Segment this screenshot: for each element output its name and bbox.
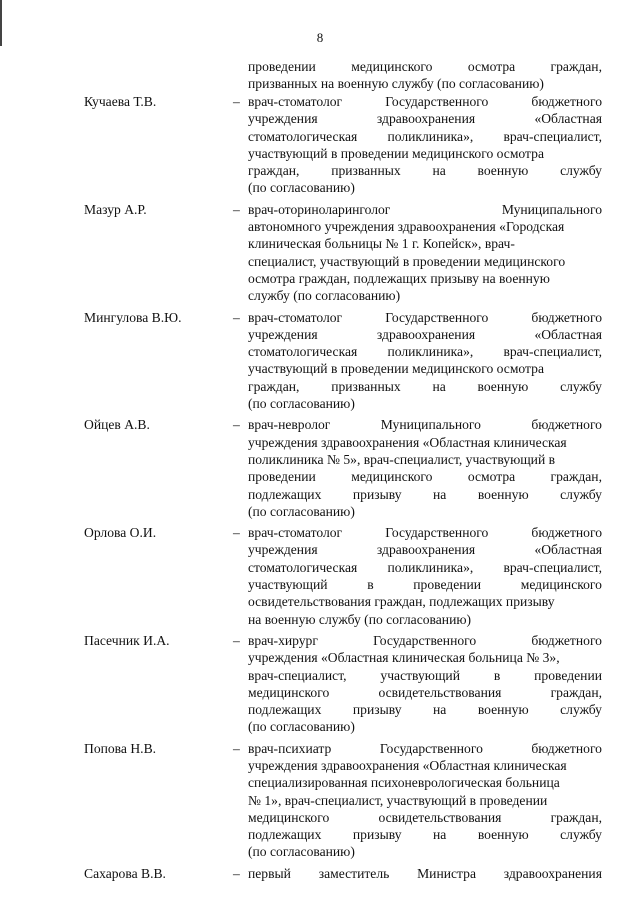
word: службу [560, 486, 602, 502]
entry-dash: – [233, 309, 240, 325]
word: проведении [248, 59, 316, 74]
word: стоматологическая [248, 344, 358, 360]
word: здравоохранения [376, 326, 476, 342]
word: службу [560, 163, 602, 179]
word: учреждения [248, 542, 318, 558]
word: Государственного [373, 632, 477, 648]
description-line: освидетельствования граждан, подлежащих призыву [248, 594, 555, 610]
description-line: участвующий в проведении медицинского осмотра [248, 145, 544, 161]
word: здравоохранения [376, 542, 476, 558]
description-line [248, 541, 602, 558]
word: граждан, [550, 59, 602, 74]
description-line [248, 416, 602, 433]
word: подлежащих [248, 702, 322, 718]
description-line [248, 701, 602, 718]
description-line [248, 524, 602, 541]
word: на [432, 378, 446, 394]
word: медицинского [248, 809, 330, 825]
member-name: Сахарова В.В. [84, 865, 166, 881]
word: службу [560, 827, 602, 843]
member-name: Кучаева Т.В. [84, 94, 157, 109]
word: граждан, [248, 378, 300, 394]
description-line: службу (по согласованию) [248, 288, 401, 304]
description-line: специализированная психоневрологическая больница [248, 775, 560, 791]
entry-dash: – [233, 201, 240, 217]
description-line: клиническая больницы № 1 г. Копейск», врач- [248, 236, 515, 252]
word: «Областная [534, 542, 602, 558]
description-line [248, 378, 602, 395]
entry-dash: – [233, 740, 240, 756]
word: медицинского [351, 469, 433, 485]
continuation-text [248, 58, 602, 93]
word: на [432, 163, 446, 179]
member-description [248, 740, 602, 861]
word: участвующий [248, 577, 328, 593]
word: здравоохранения [376, 111, 476, 127]
description-line [248, 576, 602, 593]
member-description [248, 865, 602, 882]
word: освидетельствования [378, 809, 502, 825]
description-line [248, 486, 602, 503]
member-name: Попова Н.В. [84, 740, 157, 756]
word: призванных [331, 378, 401, 394]
word: на [433, 486, 447, 502]
word: поликлиника», [387, 559, 474, 575]
word: медицинского [351, 59, 433, 74]
member-entry [0, 632, 640, 736]
word: на [433, 702, 447, 718]
description-line [248, 865, 602, 882]
member-name: Ойцев А.В. [84, 417, 150, 433]
description-line [248, 684, 602, 701]
description-line: осмотра граждан, подлежащих призыву на военную [248, 270, 550, 286]
description-line: автономного учреждения здравоохранения «Городская [248, 219, 565, 235]
word: на [433, 827, 447, 843]
word: проведении [248, 469, 316, 485]
member-description [248, 309, 602, 413]
word: Государственного [385, 309, 489, 325]
word: военную [477, 163, 529, 179]
continuation-line: призванных на военную службу (по согласованию) [248, 76, 544, 92]
member-entry [0, 416, 640, 520]
word: врач-невролог [248, 417, 331, 433]
word: осмотра [467, 469, 516, 485]
entry-dash: – [233, 94, 240, 109]
description-line [248, 826, 602, 843]
word: здравоохранения [503, 865, 602, 881]
word: подлежащих [248, 827, 322, 843]
member-entry [0, 740, 640, 861]
description-line: (по согласованию) [248, 503, 355, 519]
description-line: учреждения здравоохранения «Областная клиническая [248, 434, 567, 450]
member-entry [0, 309, 640, 413]
description-line: учреждения здравоохранения «Областная клиническая [248, 757, 567, 773]
word: граждан, [550, 684, 602, 700]
word: поликлиника», [387, 344, 474, 360]
member-entry [0, 865, 640, 882]
word: проведении [534, 667, 602, 683]
word: врач-специалист, [503, 128, 602, 144]
word: бюджетного [531, 525, 602, 541]
word: Государственного [385, 94, 489, 109]
entry-dash: – [233, 632, 240, 648]
word: бюджетного [531, 309, 602, 325]
description-line [248, 343, 602, 360]
description-line: (по согласованию) [248, 180, 355, 196]
member-entry [0, 201, 640, 305]
member-description [248, 416, 602, 520]
word: медицинского [520, 577, 602, 593]
word: призыву [352, 827, 402, 843]
word: призванных [331, 163, 401, 179]
word: поликлиника», [387, 128, 474, 144]
word: стоматологическая [248, 559, 358, 575]
word: врач-специалист, [503, 344, 602, 360]
word: граждан, [550, 469, 602, 485]
word: врач-психиатр [248, 740, 332, 756]
member-name: Мингулова В.Ю. [84, 309, 182, 325]
description-line [248, 110, 602, 127]
description-line [248, 309, 602, 326]
entry-dash: – [233, 865, 240, 881]
word: Государственного [379, 740, 483, 756]
description-line: поликлиника № 5», врач-специалист, участвующий в [248, 451, 556, 467]
word: бюджетного [531, 740, 602, 756]
word: освидетельствования [378, 684, 502, 700]
member-name: Орлова О.И. [84, 525, 157, 541]
word: Муниципального [501, 201, 602, 217]
word: военную [477, 702, 529, 718]
word: заместитель [318, 865, 390, 881]
word: бюджетного [531, 632, 602, 648]
member-entry [0, 93, 640, 197]
word: медицинского [248, 684, 330, 700]
word: граждан, [550, 809, 602, 825]
description-line: № 1», врач-специалист, участвующий в проведении [248, 792, 548, 808]
word: врач-стоматолог [248, 525, 343, 541]
member-name: Мазур А.Р. [84, 201, 147, 217]
description-line [248, 93, 602, 110]
description-line [248, 326, 602, 343]
word: в [367, 577, 374, 593]
word: службу [560, 378, 602, 394]
description-line [248, 162, 602, 179]
description-line: специалист, участвующий в проведении медицинского [248, 253, 566, 269]
description-line [248, 128, 602, 145]
description-line [248, 740, 602, 757]
word: учреждения [248, 326, 318, 342]
description-line: учреждения «Областная клиническая больница № 3», [248, 650, 560, 666]
word: бюджетного [531, 417, 602, 433]
continuation-line [248, 58, 602, 75]
word: бюджетного [531, 94, 602, 109]
word: проведении [413, 577, 482, 593]
word: военную [477, 378, 529, 394]
member-description [248, 93, 602, 197]
description-line [248, 559, 602, 576]
word: «Областная [534, 326, 602, 342]
member-description [248, 632, 602, 736]
description-line [248, 201, 602, 218]
entry-dash: – [233, 417, 240, 433]
entry-dash: – [233, 525, 240, 541]
member-description [248, 524, 602, 628]
word: врач-специалист, [248, 667, 347, 683]
word: Государственного [385, 525, 489, 541]
word: Министра [417, 865, 476, 881]
member-list [0, 93, 640, 882]
word: участвующий [380, 667, 460, 683]
description-line [248, 667, 602, 684]
word: призыву [352, 702, 402, 718]
word: первый [248, 865, 291, 881]
description-line: (по согласованию) [248, 396, 355, 412]
word: военную [477, 827, 529, 843]
description-line [248, 468, 602, 485]
word: граждан, [248, 163, 300, 179]
member-description [248, 201, 602, 305]
word: стоматологическая [248, 128, 358, 144]
word: врач-специалист, [503, 559, 602, 575]
word: службу [560, 702, 602, 718]
description-line [248, 632, 602, 649]
word: врач-хирург [248, 632, 318, 648]
word: призыву [352, 486, 402, 502]
description-line: на военную службу (по согласованию) [248, 611, 472, 627]
word: подлежащих [248, 486, 322, 502]
word: Муниципального [380, 417, 481, 433]
word: учреждения [248, 111, 318, 127]
word: военную [477, 486, 529, 502]
word: врач-оториноларинголог [248, 201, 391, 217]
member-name: Пасечник И.А. [84, 632, 170, 648]
word: «Областная [534, 111, 602, 127]
member-entry [0, 524, 640, 628]
word: в [493, 667, 501, 683]
description-line: (по согласованию) [248, 719, 355, 735]
description-line [248, 809, 602, 826]
description-line: (по согласованию) [248, 844, 355, 860]
word: осмотра [467, 59, 516, 74]
word: врач-стоматолог [248, 94, 343, 109]
word: врач-стоматолог [248, 309, 343, 325]
page-number: 8 [316, 30, 324, 45]
description-line: участвующий в проведении медицинского осмотра [248, 361, 544, 377]
